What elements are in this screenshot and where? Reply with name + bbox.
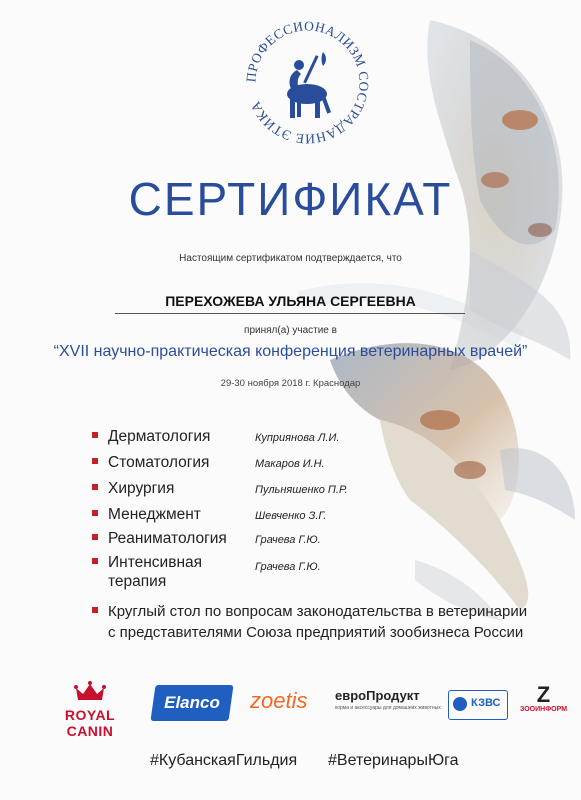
topic-speaker: Грачева Г.Ю. [255,534,321,546]
zooinform-logo [516,684,571,713]
topic-item [92,553,202,591]
elanco-logo [150,685,233,721]
name-underline [115,313,465,314]
bullet-icon [92,510,98,516]
royal-canin-logo [40,680,140,739]
conference-dates: 29-30 ноября 2018 г. Краснодар [220,378,361,389]
topic-speaker: Грачева Г.Ю. [255,561,321,573]
kzvs-text: КЗВС [471,697,501,709]
topic-speaker: Шевченко З.Г. [255,510,327,522]
topic-item [92,530,227,548]
europrodukt-text: евроПродукт [335,688,420,703]
royal-canin-text: ROYAL CANIN [64,707,116,739]
round-table-line2: с представителями Союза предприятий зообизнеса России [108,624,524,641]
kzvs-logo [448,690,508,720]
topic-item [92,428,210,446]
topic-title: Менеджмент [108,506,201,523]
elanco-text: Elanco [164,693,220,712]
emblem-logo [235,10,380,155]
topic-item [92,506,201,524]
participation-text: принял(а) участие в [244,325,337,336]
europrodukt-logo [335,688,440,711]
bullet-icon [92,534,98,540]
certificate-title: СЕРТИФИКАТ [128,173,453,225]
zooinform-z-icon: Z [536,682,551,707]
crown-icon [40,680,140,702]
recipient-name: ПЕРЕХОЖЕВА УЛЬЯНА СЕРГЕЕВНА [165,293,416,309]
topic-title-continued: терапия [108,573,167,590]
svg-text:ПРОФЕССИОНАЛИЗМ СОСТРАДАНИЕ ЭТ [243,18,371,146]
sponsor-logos [0,680,581,739]
topic-title: Интенсивная [108,554,203,571]
conference-title: “XVII научно-практическая конференция ветеринарных врачей” [53,343,528,360]
topic-speaker: Макаров И.Н. [255,458,325,470]
europrodukt-subtitle: корма и аксессуары для домашних животных [335,705,441,711]
hashtag: #ВетеринарыЮга [328,752,459,769]
bullet-icon [92,484,98,490]
bullet-icon [92,458,98,464]
bullet-icon [92,558,98,564]
topic-title: Реаниматология [108,530,227,547]
topic-item [92,454,209,472]
emblem-ring-text: ПРОФЕССИОНАЛИЗМ СОСТРАДАНИЕ ЭТИКА [243,18,372,147]
round-table [92,601,572,643]
hashtag: #КубанскаяГильдия [150,752,298,769]
bullet-icon [92,432,98,438]
kzvs-icon [453,697,467,711]
round-table-line1: Круглый стол по вопросам законодательства в ветеринарии [108,603,528,620]
topic-speaker: Пульняшенко П.Р. [255,484,348,496]
topic-title: Хирургия [108,480,175,497]
topic-title: Стоматология [108,454,210,471]
topic-title: Дерматология [108,428,211,445]
confirm-text: Настоящим сертификатом подтверждается, что [179,253,402,264]
topic-speaker: Куприянова Л.И. [255,432,340,444]
topic-item [92,480,174,498]
bullet-icon [92,607,98,613]
zooinform-text: ЗООИНФОРМ [519,706,568,713]
zoetis-logo: zoetis [250,688,308,713]
